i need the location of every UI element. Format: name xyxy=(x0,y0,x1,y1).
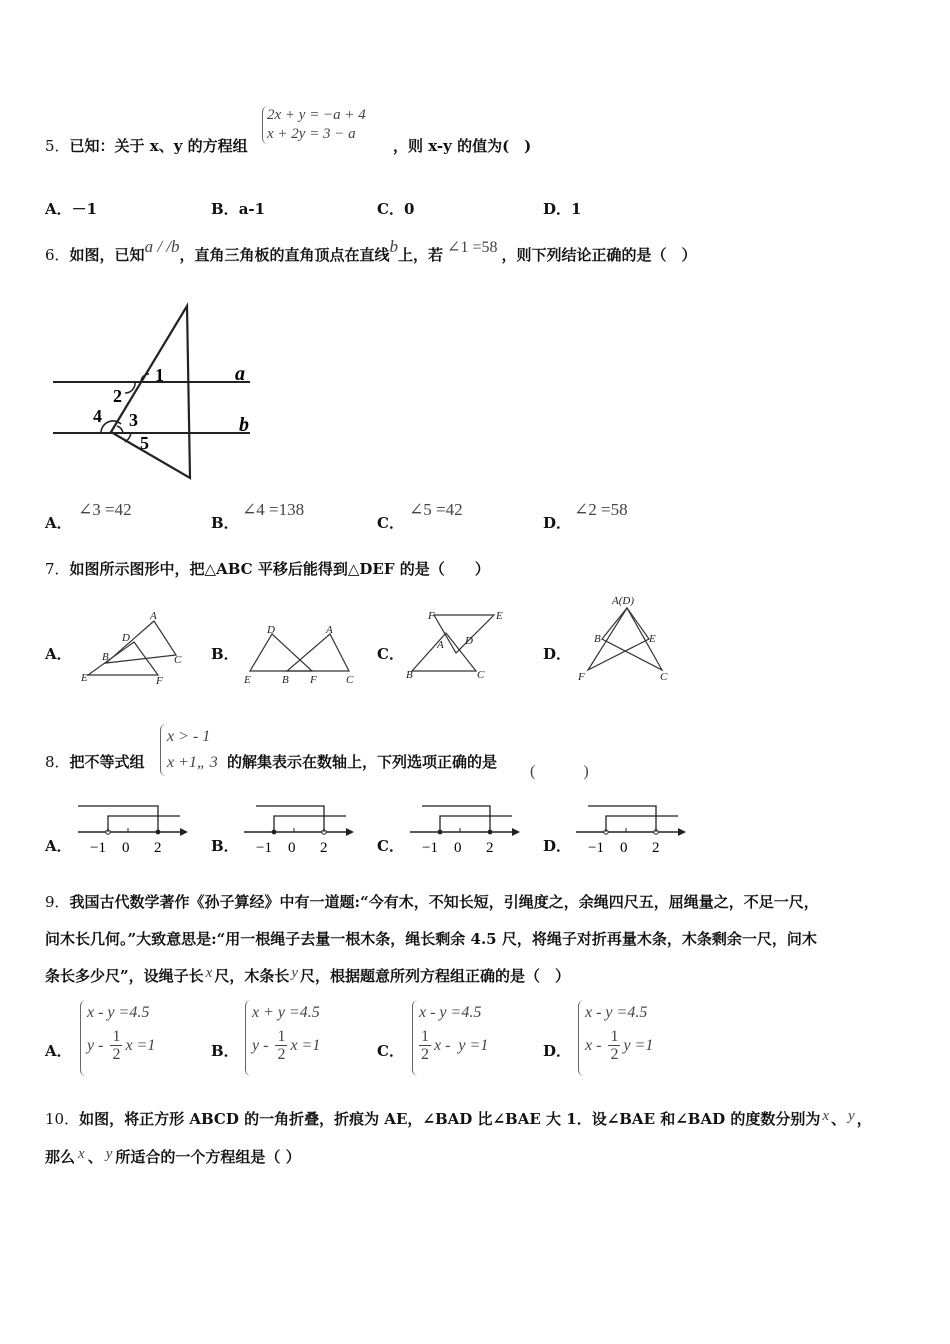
q7b-F: F xyxy=(310,674,317,686)
q8-inequality-system xyxy=(160,724,235,776)
q5-option-b-value: a-1 xyxy=(238,200,266,218)
q7-stem xyxy=(45,558,490,579)
q8-option-c[interactable]: C． xyxy=(377,837,404,855)
q9-number: 9． xyxy=(45,893,70,911)
q7-figure-c xyxy=(404,603,514,685)
q8a-tick-0: 0 xyxy=(122,840,130,856)
q9d-eq2b: y =1 xyxy=(623,1036,654,1054)
q7d-AD: A(D) xyxy=(612,595,634,607)
q9c-frac-n: 1 xyxy=(421,1028,429,1045)
q6-math-b: b xyxy=(389,237,399,256)
q5-option-d-value: 1 xyxy=(571,200,582,218)
q9-line1: 我国古代数学著作《孙子算经》中有一道题:“今有木，不知长短，引绳度之，余绳四尺五，屈绳量之，不足一尺， xyxy=(69,893,819,911)
q9a-frac xyxy=(110,1028,122,1063)
q10-number: 10． xyxy=(45,1110,80,1128)
q7-option-a[interactable]: A． xyxy=(45,645,72,663)
q6-label-1: 1 xyxy=(155,365,164,385)
q8d-tick-m1: −1 xyxy=(588,840,604,856)
q7d-F: F xyxy=(578,671,585,683)
q9-line3-y: y xyxy=(291,965,298,981)
q6-option-a-value: ∠3 =42 xyxy=(78,500,132,519)
q8b-tick-2: 2 xyxy=(320,840,328,856)
q6-option-b-label: B． xyxy=(211,514,239,532)
q8-text-a: 把不等式组 xyxy=(69,753,145,771)
q9d-eq1: x - y =4.5 xyxy=(585,1004,648,1021)
q10-x: x xyxy=(822,1108,830,1124)
q9c-eq1: x - y =4.5 xyxy=(419,1004,482,1021)
q6-label-3: 3 xyxy=(129,410,138,430)
q8d-tick-0: 0 xyxy=(620,840,628,856)
q6-option-d-value: ∠2 =58 xyxy=(574,500,628,519)
q9d-eq2 xyxy=(585,1028,695,1063)
q7-option-d[interactable]: D． xyxy=(543,645,572,663)
q9d-frac-d: 2 xyxy=(610,1046,619,1063)
q9d-frac xyxy=(608,1028,620,1063)
q6-option-d-label: D． xyxy=(543,514,572,532)
q9-option-b[interactable]: B． xyxy=(211,1042,239,1060)
q9b-eq2 xyxy=(252,1028,362,1063)
q10-line2-b: 所适合的一个方程组是（ ） xyxy=(115,1148,301,1166)
q5-text-a: 已知：关于 x、y 的方程组 xyxy=(69,137,248,155)
q9a-eq2b: x =1 xyxy=(125,1036,156,1054)
q8-number: 8． xyxy=(45,753,70,771)
q6-math-a: a / /b xyxy=(144,237,180,256)
q9c-frac-d: 2 xyxy=(421,1046,429,1063)
q7a-C: C xyxy=(174,654,182,666)
q7-option-c[interactable]: C． xyxy=(377,645,404,663)
q9b-eq2b: x =1 xyxy=(290,1036,321,1054)
q5-option-b-label: B． xyxy=(211,200,239,218)
q6-label-4: 4 xyxy=(93,406,102,426)
q8-ineq2: x +1„ 3 xyxy=(167,754,218,771)
q8b-tick-m1: −1 xyxy=(256,840,272,856)
q8-numberline-b xyxy=(238,798,356,858)
q8c-tick-0: 0 xyxy=(454,840,462,856)
q6-angle3-arc xyxy=(117,426,123,433)
q8-numberline-c xyxy=(404,798,522,858)
q5-eq2: x + 2y = 3 − a xyxy=(267,126,356,142)
q5-eq1: 2x + y = −a + 4 xyxy=(267,107,366,123)
q7b-A: A xyxy=(326,624,333,636)
q8-numberline-d xyxy=(570,798,688,858)
q9a-eq2a: y - xyxy=(87,1036,108,1054)
q7c-D: D xyxy=(465,635,473,647)
q5-option-c[interactable] xyxy=(377,198,414,219)
q9b-eq1: x + y =4.5 xyxy=(252,1004,320,1021)
q6-label-b: b xyxy=(239,414,249,436)
q7b-D: D xyxy=(267,624,275,636)
q7a-D: D xyxy=(122,632,130,644)
q8c-tick-m1: −1 xyxy=(422,840,438,856)
q7-figure-d xyxy=(572,592,677,687)
q5-option-c-label: C． xyxy=(377,200,404,218)
q6-math-c: ∠1 =58 xyxy=(447,239,498,256)
q9-option-d-system xyxy=(578,1000,695,1076)
q9-option-c-system xyxy=(412,1000,529,1076)
q6-text-d: ，则下列结论正确的是（ ） xyxy=(501,246,697,264)
q8-option-a[interactable]: A． xyxy=(45,837,72,855)
q10-sep: 、 xyxy=(831,1110,847,1128)
q9-option-d[interactable]: D． xyxy=(543,1042,572,1060)
q5-option-d-label: D． xyxy=(543,200,572,218)
q9d-frac-n: 1 xyxy=(610,1028,619,1045)
q9-option-c[interactable]: C． xyxy=(377,1042,404,1060)
q6-option-c-value: ∠5 =42 xyxy=(409,500,463,519)
q8-option-d[interactable]: D． xyxy=(543,837,572,855)
q6-figure xyxy=(45,298,265,483)
q6-angle2-arc xyxy=(125,382,135,393)
q6-option-c[interactable] xyxy=(377,512,404,533)
q5-option-b[interactable] xyxy=(211,198,265,219)
q8a-tick-2: 2 xyxy=(154,840,162,856)
q6-option-c-label: C． xyxy=(377,514,404,532)
q7-text: 如图所示图形中，把△ABC 平移后能得到△DEF 的是（ ） xyxy=(69,560,490,578)
q10-line2-a: 那么 xyxy=(45,1148,76,1166)
q6-option-a-label: A． xyxy=(45,514,72,532)
q6-option-b-value: ∠4 =138 xyxy=(242,500,305,519)
q6-triangle xyxy=(111,306,190,478)
q7a-B: B xyxy=(102,651,109,663)
q6-option-a[interactable] xyxy=(45,512,72,533)
q7a-A: A xyxy=(150,610,157,622)
q7c-A: A xyxy=(437,639,444,651)
q9d-eq2a: x - xyxy=(585,1036,606,1054)
q6-option-d[interactable] xyxy=(543,512,571,533)
q7d-B: B xyxy=(594,633,601,645)
q9b-frac-n: 1 xyxy=(277,1028,286,1045)
q8d-tick-2: 2 xyxy=(652,840,660,856)
q5-text-b: ，则 x-y 的值为( ) xyxy=(393,137,532,155)
q9b-eq2a: y - xyxy=(252,1036,273,1054)
q9-option-a-system xyxy=(80,1000,197,1076)
q9c-eq2b: x - y =1 xyxy=(434,1036,489,1054)
q5-stem xyxy=(45,135,248,156)
q9-line2: 问木长几何。”大致意思是:“用一根绳子去量一根木条，绳长剩余 4.5 尺，将绳子对折再量木条，木条剩余一尺，问木 xyxy=(45,930,817,948)
q5-option-d[interactable] xyxy=(543,198,581,219)
q9-line3-b: 尺，木条长 xyxy=(214,967,290,985)
q7c-C: C xyxy=(477,669,485,681)
q5-option-a[interactable] xyxy=(45,198,97,219)
q10-stem xyxy=(45,1101,925,1177)
q6-stem xyxy=(45,237,697,265)
q7-number: 7． xyxy=(45,560,70,578)
q9-stem xyxy=(45,884,915,996)
q9c-frac xyxy=(419,1028,431,1063)
q6-label-a: a xyxy=(235,363,245,385)
q10-line1: 如图，将正方形 ABCD 的一角折叠，折痕为 AE，∠BAD 比∠BAE 大 1．设∠BAE 和∠BAD 的度数分别为 xyxy=(79,1110,821,1128)
q9-option-a[interactable]: A． xyxy=(45,1042,72,1060)
q9a-eq2 xyxy=(87,1028,197,1063)
q8-paren: ( ) xyxy=(530,763,589,780)
q10-line1-end: ， xyxy=(856,1110,872,1128)
q9a-frac-d: 2 xyxy=(112,1046,121,1063)
q8-numberline-a xyxy=(72,798,190,858)
q5-option-a-value: －1 xyxy=(71,200,98,218)
q8-stem-a xyxy=(45,751,145,772)
q7b-E: E xyxy=(244,674,251,686)
q9-line3-x: x xyxy=(205,965,213,981)
q6-option-b[interactable] xyxy=(211,512,239,533)
q6-label-2: 2 xyxy=(113,386,122,406)
q7a-F: F xyxy=(156,675,163,687)
q6-text-b: ，直角三角板的直角顶点在直线 xyxy=(179,246,390,264)
q9a-frac-n: 1 xyxy=(112,1028,121,1045)
q10-y: y xyxy=(848,1108,855,1124)
q8c-tick-2: 2 xyxy=(486,840,494,856)
q9b-frac xyxy=(275,1028,287,1063)
q9-line3-c: 尺，根据题意所列方程组正确的是（ ） xyxy=(300,967,571,985)
q5-number: 5． xyxy=(45,137,70,155)
q9-option-b-system xyxy=(245,1000,362,1076)
q6-number: 6． xyxy=(45,246,70,264)
q9c-eq2 xyxy=(419,1028,529,1063)
q7c-B: B xyxy=(406,669,413,681)
q10-y2: y xyxy=(105,1146,113,1162)
q7-figure-b xyxy=(242,622,362,687)
q8-ineq1: x > - 1 xyxy=(167,728,211,745)
q5-option-a-label: A． xyxy=(45,200,72,218)
q7c-F: F xyxy=(428,610,435,622)
q6-text-c: 上，若 xyxy=(398,246,444,264)
q10-sep2: 、 xyxy=(87,1148,103,1166)
q8a-tick-m1: −1 xyxy=(90,840,106,856)
q6-text-a: 如图，已知 xyxy=(69,246,145,264)
q8b-tick-0: 0 xyxy=(288,840,296,856)
q8-option-b[interactable]: B． xyxy=(211,837,239,855)
q9b-frac-d: 2 xyxy=(277,1046,286,1063)
q9a-eq1: x - y =4.5 xyxy=(87,1004,150,1021)
q7b-B: B xyxy=(282,674,289,686)
q5-equation-system xyxy=(262,106,407,144)
q5-option-c-value: 0 xyxy=(403,200,415,218)
q7a-E: E xyxy=(81,672,88,684)
q7d-C: C xyxy=(660,671,668,683)
q7-figure-a xyxy=(78,605,193,690)
q7-option-b[interactable]: B． xyxy=(211,645,239,663)
q7d-E: E xyxy=(649,633,656,645)
q7c-E: E xyxy=(496,610,503,622)
q9-line3-a: 条长多少尺”，设绳子长 xyxy=(45,967,204,985)
q6-label-5: 5 xyxy=(140,433,149,453)
q10-x2: x xyxy=(78,1146,85,1162)
q8-text-b: 的解集表示在数轴上，下列选项正确的是 xyxy=(227,753,498,771)
q7b-C: C xyxy=(346,674,354,686)
